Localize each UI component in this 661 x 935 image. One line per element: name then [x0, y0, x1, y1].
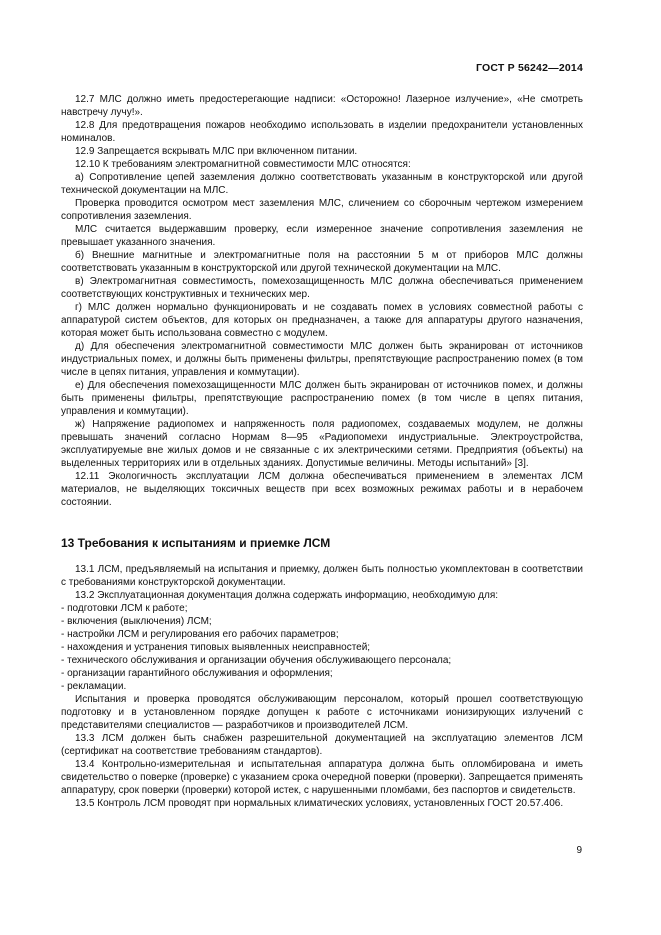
list-item: - подготовки ЛСМ к работе;	[61, 603, 188, 614]
list-item: - нахождения и устранения типовых выявленных неисправностей;	[61, 642, 371, 653]
paragraph-12-8: 12.8 Для предотвращения пожаров необходимо использовать в изделии предохранители установленных номиналов.	[61, 120, 583, 144]
paragraph-12-10-a: а) Сопротивление цепей заземления должно соответствовать указанным в конструкторской или другой технической документации на МЛС.	[61, 172, 583, 196]
paragraph-12-10-zh: ж) Напряжение радиопомех и напряженность поля радиопомех, создаваемых модулем, не должны превышать значений согласно Нормам 8—95 «Радиопомехи индустриальные. Электроустройства, эксплуатируемые вне жилых домов и не связанные с их электрическими сетями. Предприятия (объекты) на выделенных территориях или в отдельных зданиях. Допустимые величины. Методы испытаний» [3].	[61, 419, 583, 469]
list-item: - настройки ЛСМ и регулирования его рабочих параметров;	[61, 629, 339, 640]
paragraph-12-10-a-pass: МЛС считается выдержавшим проверку, если измеренное значение сопротивления заземления не превышает указанного значения.	[61, 224, 583, 248]
list-item: - включения (выключения) ЛСМ;	[61, 616, 212, 627]
paragraph-12-11: 12.11 Экологичность эксплуатации ЛСМ должна обеспечиваться применением в элементах ЛСМ материалов, не выделяющих токсичных веществ при всех возможных режимах работы и в нерабочем состоянии.	[61, 471, 583, 508]
paragraph-12-10-d: д) Для обеспечения электромагнитной совместимости МЛС должен быть экранирован от источников индустриальных помех, и должны быть применены фильтры, препятствующие распространению помех (в том числе в цепях питания, управления и коммутации).	[61, 341, 583, 378]
document-code: ГОСТ Р 56242—2014	[475, 62, 583, 74]
paragraph-13-2-tail: Испытания и проверка проводятся обслуживающим персоналом, который прошел соответствующую подготовку и в установленном порядке допущен к работе с источниками ионизирующих излучений с представителями специалистов — разработчиков и производителей ЛСМ.	[61, 694, 583, 731]
section-13-heading: 13 Требования к испытаниям и приемке ЛСМ	[61, 536, 331, 550]
paragraph-12-10: 12.10 К требованиям электромагнитной совместимости МЛС относятся:	[75, 159, 411, 170]
paragraph-13-4: 13.4 Контрольно-измерительная и испытательная аппаратура должна быть опломбирована и иметь свидетельство о поверке (проверке) с указанием срока очередной поверки (проверки). Запрещается применять аппаратуру, срок поверки (проверки) которой истек, с нарушенными пломбами, без паспортов и свидетельств.	[61, 759, 583, 796]
paragraph-13-3: 13.3 ЛСМ должен быть снабжен разрешительной документацией на эксплуатацию элементов ЛСМ (сертификат на соответствие требованиям стандартов).	[61, 733, 583, 757]
document-body	[61, 93, 583, 810]
paragraph-12-10-v: в) Электромагнитная совместимость, помехозащищенность МЛС должна обеспечиваться применением соответствующих конструктивных и технических мер.	[61, 276, 583, 300]
paragraph-12-7: 12.7 МЛС должно иметь предостерегающие надписи: «Осторожно! Лазерное излучение», «Не смотреть навстречу лучу!».	[61, 94, 583, 118]
page-number: 9	[576, 845, 582, 856]
paragraph-13-1: 13.1 ЛСМ, предъявляемый на испытания и приемку, должен быть полностью укомплектован в соответствии с требованиями конструкторской документации.	[61, 564, 583, 588]
paragraph-12-10-b: б) Внешние магнитные и электромагнитные поля на расстоянии 5 м от приборов МЛС должны соответствовать указанным в конструкторской или другой технической документации на МЛС.	[61, 250, 583, 274]
paragraph-12-10-a-check: Проверка проводится осмотром мест заземления МЛС, сличением со сборочным чертежом измерением сопротивления заземления.	[61, 198, 583, 222]
list-item: - рекламации.	[61, 681, 127, 692]
paragraph-12-10-e: е) Для обеспечения помехозащищенности МЛС должен быть экранирован от источников помех, и должны быть применены фильтры, препятствующие распространению помех (в том числе в цепях питания, управления и коммутации).	[61, 380, 583, 417]
list-item: - организации гарантийного обслуживания и оформления;	[61, 668, 333, 679]
paragraph-13-5: 13.5 Контроль ЛСМ проводят при нормальных климатических условиях, установленных ГОСТ 20.57.406.	[75, 798, 564, 809]
paragraph-13-2: 13.2 Эксплуатационная документация должна содержать информацию, необходимую для:	[75, 590, 499, 601]
paragraph-12-10-g: г) МЛС должен нормально функционировать и не создавать помех в условиях совместной работы с аппаратурой систем объектов, для которых он предназначен, а также для аппаратуры другого назначения, которая может быть использована совместно с модулем.	[61, 302, 583, 339]
list-item: - технического обслуживания и организации обучения обслуживающего персонала;	[61, 655, 452, 666]
paragraph-12-9: 12.9 Запрещается вскрывать МЛС при включенном питании.	[75, 146, 358, 157]
